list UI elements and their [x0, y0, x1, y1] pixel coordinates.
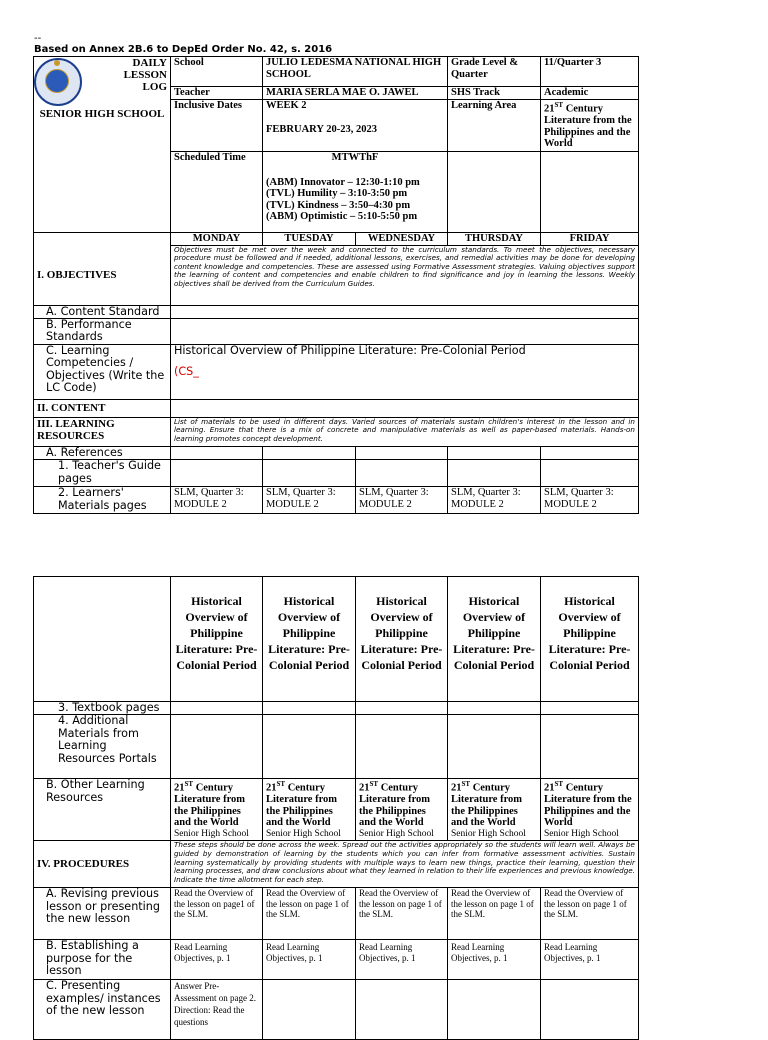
procedures-text: These steps should be done across the week. Spread out the activities appropriately so the students will learn well. Always be guided by demonstration of learning by the students which you can infer from formative assessment activities. Sustain learning systematically by providing students with multiple ways to learn new things, practice their learning, question their learning processes, and draw conclusions about what they learned in relation to their life experiences and previous knowledge. Indicate the time allotment for each step.: [171, 841, 639, 888]
content-value: [171, 399, 639, 417]
blank-cell: [34, 152, 171, 233]
blank-cell: [356, 702, 448, 715]
other-sup: ST: [554, 780, 564, 789]
day-thursday: THURSDAY: [448, 233, 541, 246]
other-resources-thursday: [448, 779, 541, 841]
other-prefix: 21: [451, 782, 462, 794]
purpose-friday: Read Learning Objectives, p. 1: [541, 940, 639, 980]
other-prefix: 21: [266, 782, 277, 794]
other-resources-label: B. Other Learning Resources: [34, 779, 171, 841]
blank-cell: [448, 152, 541, 233]
other-rest: Century Literature from the Philippines and the World: [359, 782, 431, 829]
lm-pages-label: 2. Learners' Materials pages: [34, 487, 171, 514]
other-resources-monday: [171, 779, 263, 841]
other-sub: Senior High School: [266, 828, 341, 839]
other-sub: Senior High School: [544, 828, 619, 839]
other-sup: ST: [461, 780, 471, 789]
other-rest: Century Literature from the Philippines and the World: [266, 782, 338, 829]
area-value: [541, 100, 639, 152]
topic-friday: Historical Overview of Philippine Literature: Pre-Colonial Period: [541, 577, 639, 702]
revising-monday: Read the Overview of the lesson on page1 of the SLM.: [171, 888, 263, 940]
topic-monday: Historical Overview of Philippine Literature: Pre-Colonial Period: [171, 577, 263, 702]
other-sup: ST: [369, 780, 379, 789]
revising-label: A. Revising previous lesson or presenting the new lesson: [34, 888, 171, 940]
area-prefix: 21: [544, 103, 555, 115]
teacher-label: Teacher: [171, 87, 263, 100]
blank-cell: [34, 577, 171, 702]
dates-label: Inclusive Dates: [171, 100, 263, 152]
other-prefix: 21: [359, 782, 370, 794]
performance-standards-label: B. Performance Standards: [34, 318, 171, 344]
blank-cell: [541, 702, 639, 715]
blank-cell: [448, 446, 541, 459]
objectives-table: [33, 232, 639, 514]
grade-label: Grade Level & Quarter: [448, 57, 541, 87]
other-rest: Century Literature from the Philippines and the World: [174, 782, 246, 829]
blank-cell: [448, 460, 541, 487]
textbook-label: 3. Textbook pages: [34, 702, 171, 715]
slm-friday: SLM, Quarter 3: MODULE 2: [541, 487, 639, 514]
performance-standards-value: [171, 318, 639, 344]
procedures-table: [33, 576, 639, 1040]
revising-thursday: Read the Overview of the lesson on page 1 of the SLM.: [448, 888, 541, 940]
sched-label: Scheduled Time: [171, 152, 263, 233]
purpose-tuesday: Read Learning Objectives, p. 1: [263, 940, 356, 980]
track-value: Academic: [541, 87, 639, 100]
sched-days: MTWThF: [331, 152, 379, 163]
dates-value: [263, 100, 448, 152]
blank-cell: [541, 980, 639, 1040]
header-table: [33, 56, 639, 233]
blank-cell: [356, 980, 448, 1040]
blank-cell: [171, 715, 263, 779]
revising-friday: Read the Overview of the lesson on page 1 of the SLM.: [541, 888, 639, 940]
day-monday: MONDAY: [171, 233, 263, 246]
tg-pages-label: 1. Teacher's Guide pages: [34, 460, 171, 487]
annex-reference: Based on Annex 2B.6 to DepEd Order No. 42, s. 2016: [34, 44, 333, 55]
additional-materials-label: 4. Additional Materials from Learning Resources Portals: [34, 715, 171, 779]
learning-competencies-label: C. Learning Competencies / Objectives (Write the LC Code): [34, 344, 171, 399]
sched-1: (ABM) Innovator – 12:30-1:10 pm: [266, 176, 420, 188]
blank-cell: [356, 715, 448, 779]
teacher-value: MARIA SERLA MAE O. JAWEL: [263, 87, 448, 100]
blank-cell: [263, 460, 356, 487]
revising-tuesday: Read the Overview of the lesson on page 1 of the SLM.: [263, 888, 356, 940]
slm-tuesday: SLM, Quarter 3: MODULE 2: [263, 487, 356, 514]
resources-text: List of materials to be used in different days. Varied sources of materials sustain children's interest in the lesson and in learning. Ensure that there is a mix of concrete and manipulative materials as well as paper-based materials. Hands-on learning promotes concept development.: [171, 417, 639, 446]
blank-cell: [171, 702, 263, 715]
lc-text: Historical Overview of Philippine Literature: Pre-Colonial Period: [174, 344, 526, 357]
dll-title-lesson: LESSON: [123, 69, 167, 81]
other-sub: Senior High School: [174, 828, 249, 839]
presenting-monday: Answer Pre-Assessment on page 2. Direction: Read the questions: [171, 980, 263, 1040]
grade-value: 11/Quarter 3: [541, 57, 639, 87]
blank-cell: [263, 980, 356, 1040]
revising-wednesday: Read the Overview of the lesson on page 1 of the SLM.: [356, 888, 448, 940]
blank-cell: [541, 460, 639, 487]
blank-cell: [263, 715, 356, 779]
other-rest: Century Literature from the Philippines and the World: [451, 782, 523, 829]
dll-title-log: LOG: [142, 81, 167, 93]
other-sub: Senior High School: [451, 828, 526, 839]
day-friday: FRIDAY: [541, 233, 639, 246]
lc-code: (CS_: [174, 365, 199, 379]
day-tuesday: TUESDAY: [263, 233, 356, 246]
content-standard-label: A. Content Standard: [34, 305, 171, 318]
purpose-thursday: Read Learning Objectives, p. 1: [448, 940, 541, 980]
objectives-text: Objectives must be met over the week and connected to the curriculum standards. To meet the objectives, necessary procedure must be followed and if needed, additional lessons, exercises, and remedial activities may be done for developing content knowledge and competencies. These are assessed using Formative Assessment strategies. Valuing objectives support the learning of content and competencies and enable children to find significance and joy in learning the lessons. Weekly objectives shall be derived from the Curriculum Guides.: [171, 245, 639, 305]
date-range: FEBRUARY 20-23, 2023: [266, 123, 377, 135]
other-resources-wednesday: [356, 779, 448, 841]
school-label: School: [171, 57, 263, 87]
resources-label: III. LEARNING RESOURCES: [34, 417, 171, 446]
school-value: JULIO LEDESMA NATIONAL HIGH SCHOOL: [263, 57, 448, 87]
blank-cell: [171, 446, 263, 459]
dll-title-cell: [34, 57, 171, 152]
other-resources-friday: [541, 779, 639, 841]
area-sup: ST: [554, 101, 564, 109]
sched-value: [263, 152, 448, 233]
dll-title-daily: DAILY: [132, 57, 167, 69]
content-label: II. CONTENT: [34, 399, 171, 417]
blank-cell: [34, 233, 171, 246]
blank-cell: [448, 702, 541, 715]
deped-seal-icon: [34, 58, 82, 106]
slm-thursday: SLM, Quarter 3: MODULE 2: [448, 487, 541, 514]
learning-competencies-value: [171, 344, 639, 399]
slm-wednesday: SLM, Quarter 3: MODULE 2: [356, 487, 448, 514]
blank-cell: [541, 715, 639, 779]
top-dashes: --: [34, 33, 42, 44]
blank-cell: [263, 702, 356, 715]
blank-cell: [541, 152, 639, 233]
topic-thursday: Historical Overview of Philippine Literature: Pre-Colonial Period: [448, 577, 541, 702]
blank-cell: [356, 446, 448, 459]
sched-4: (ABM) Optimistic – 5:10-5:50 pm: [266, 211, 418, 222]
other-prefix: 21: [544, 782, 555, 794]
other-sup: ST: [276, 780, 286, 789]
sched-3: (TVL) Kindness – 3:50–4:30 pm: [266, 199, 411, 211]
blank-cell: [448, 715, 541, 779]
day-wednesday: WEDNESDAY: [356, 233, 448, 246]
references-label: A. References: [34, 446, 171, 459]
purpose-monday: Read Learning Objectives, p. 1: [171, 940, 263, 980]
presenting-label: C. Presenting examples/ instances of the new lesson: [34, 980, 171, 1040]
objectives-label: I. OBJECTIVES: [34, 245, 171, 305]
week: WEEK 2: [266, 100, 307, 111]
other-sub: Senior High School: [359, 828, 434, 839]
blank-cell: [541, 446, 639, 459]
other-sup: ST: [184, 780, 194, 789]
other-rest: Century Literature from the Philippines and the World: [544, 782, 632, 829]
blank-cell: [356, 460, 448, 487]
content-standard-value: [171, 305, 639, 318]
slm-monday: SLM, Quarter 3: MODULE 2: [171, 487, 263, 514]
purpose-wednesday: Read Learning Objectives, p. 1: [356, 940, 448, 980]
blank-cell: [263, 446, 356, 459]
blank-cell: [171, 460, 263, 487]
area-label: Learning Area: [448, 100, 541, 152]
blank-cell: [448, 980, 541, 1040]
topic-wednesday: Historical Overview of Philippine Literature: Pre-Colonial Period: [356, 577, 448, 702]
area-rest: Century Literature from the Philippines and the World: [544, 103, 632, 149]
other-prefix: 21: [174, 782, 185, 794]
shs-label: SENIOR HIGH SCHOOL: [39, 108, 165, 120]
sched-2: (TVL) Humility – 3:10-3:50 pm: [266, 188, 408, 199]
procedures-label: IV. PROCEDURES: [34, 841, 171, 888]
track-label: SHS Track: [448, 87, 541, 100]
purpose-label: B. Establishing a purpose for the lesson: [34, 940, 171, 980]
other-resources-tuesday: [263, 779, 356, 841]
topic-tuesday: Historical Overview of Philippine Literature: Pre-Colonial Period: [263, 577, 356, 702]
